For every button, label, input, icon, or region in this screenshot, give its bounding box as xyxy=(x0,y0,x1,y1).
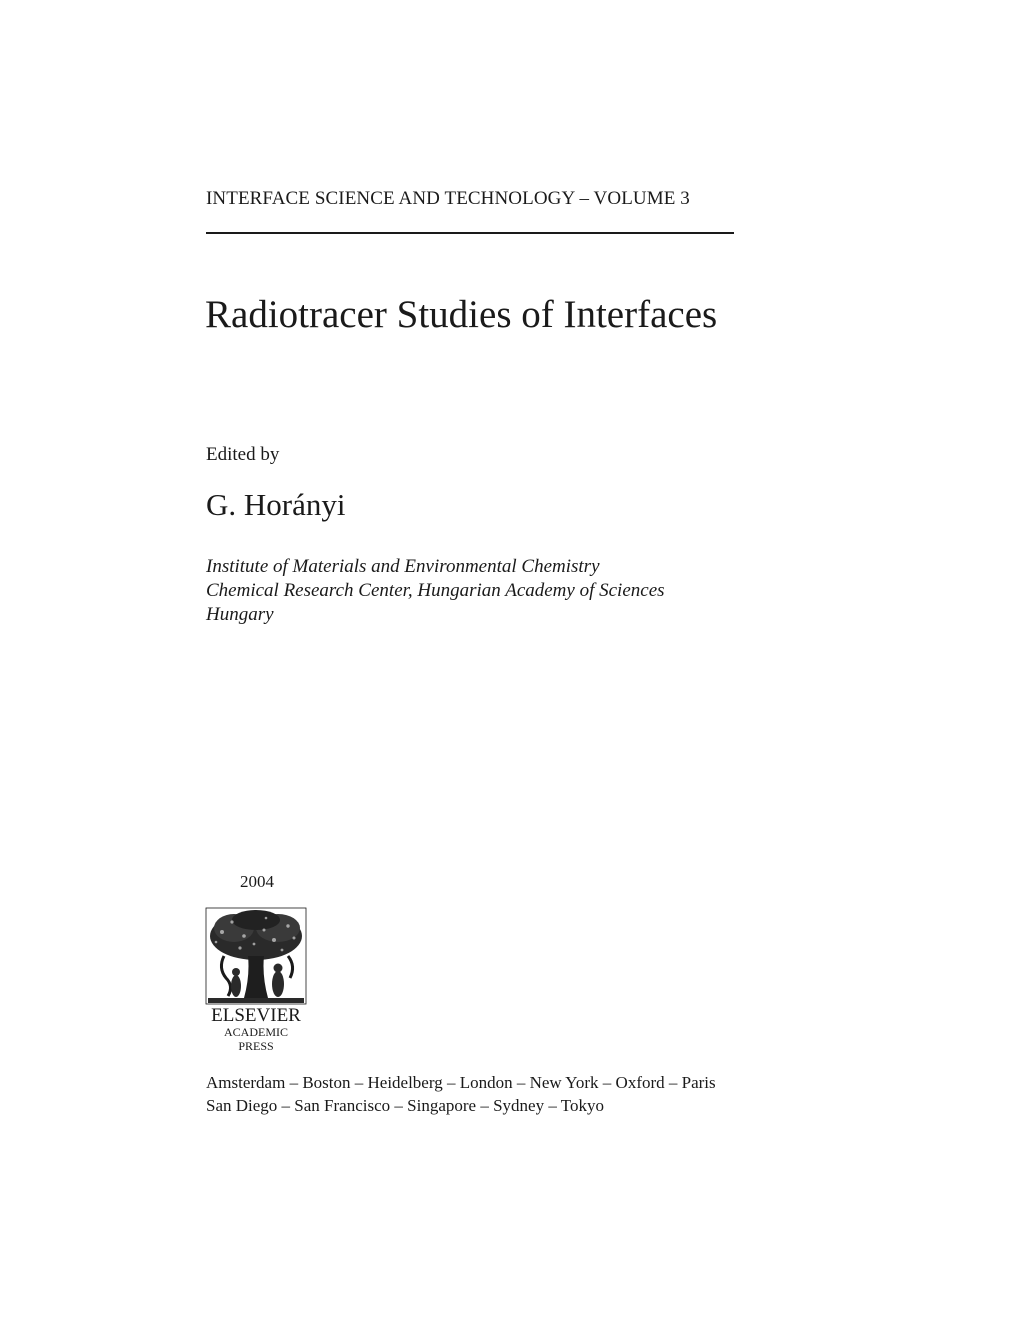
book-title: Radiotracer Studies of Interfaces xyxy=(205,293,718,336)
series-line: INTERFACE SCIENCE AND TECHNOLOGY – VOLUME 3 xyxy=(206,188,690,209)
series-rule xyxy=(206,232,734,234)
editor-affiliation xyxy=(206,555,665,627)
affiliation-line: Institute of Materials and Environmental Chemistry xyxy=(206,556,600,577)
logo-imprint-press: PRESS xyxy=(238,1039,274,1053)
edited-by-label: Edited by xyxy=(206,444,280,465)
affiliation-line: Chemical Research Center, Hungarian Academy of Sciences xyxy=(206,580,665,601)
tree-emblem-icon xyxy=(206,908,306,1004)
cities-line: Amsterdam – Boston – Heidelberg – London – New York – Oxford – Paris xyxy=(206,1073,716,1092)
publication-year: 2004 xyxy=(240,872,274,891)
logo-wordmark: ELSEVIER xyxy=(211,1005,301,1026)
logo-imprint-academic: ACADEMIC xyxy=(223,1025,289,1039)
editor-name: G. Horányi xyxy=(206,487,346,522)
publisher-cities xyxy=(206,1071,716,1117)
cities-line: San Diego – San Francisco – Singapore – Sydney – Tokyo xyxy=(206,1096,604,1115)
affiliation-line: Hungary xyxy=(206,604,274,625)
elsevier-tree-logo xyxy=(204,906,308,1056)
